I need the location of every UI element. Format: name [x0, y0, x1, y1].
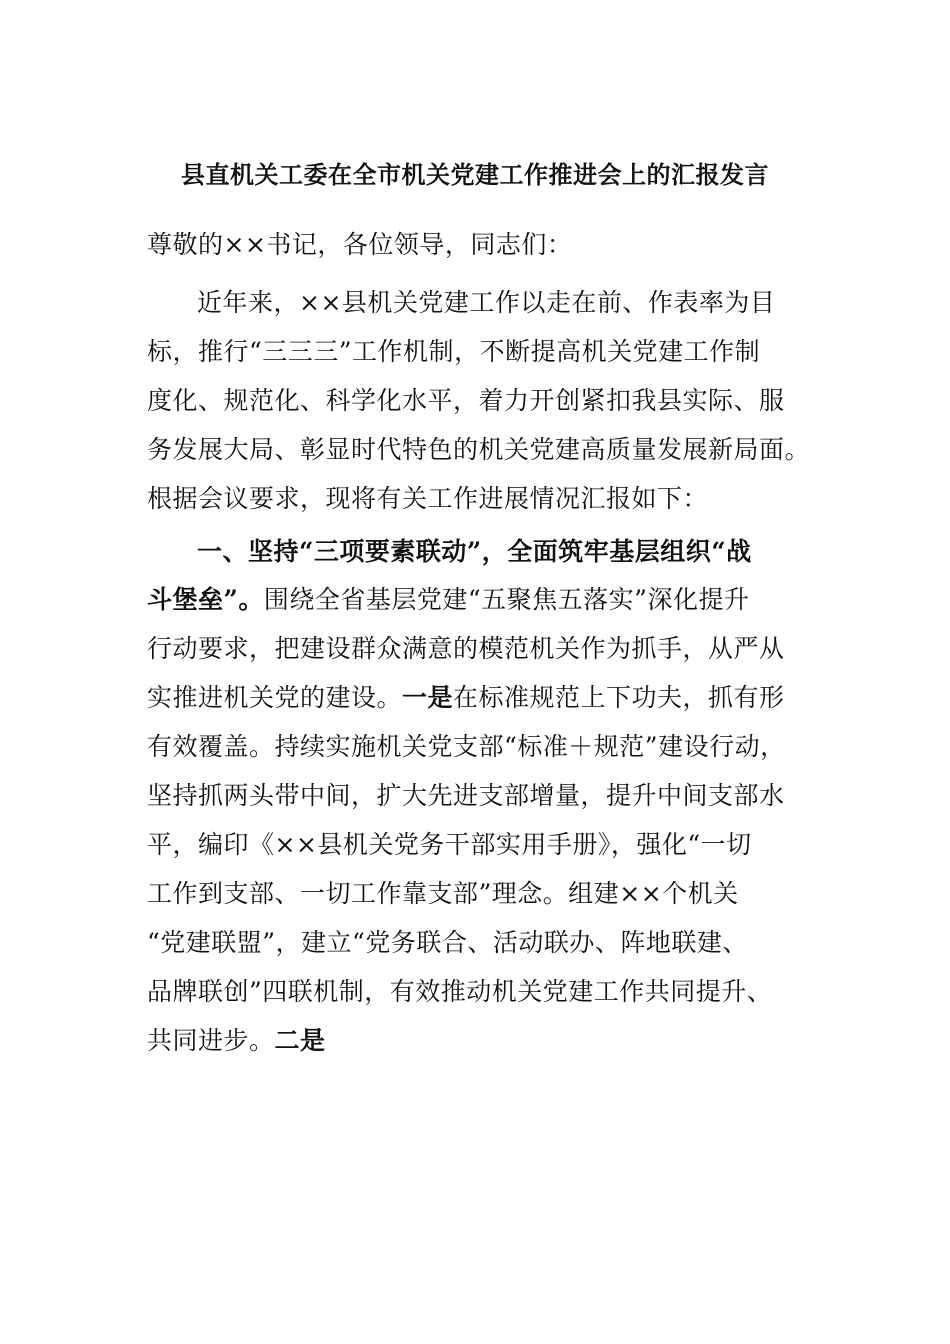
document-title: 县直机关工委在全市机关党建工作推进会上的汇报发言	[181, 160, 769, 189]
intro-line-2: 标，推行“三三三”工作机制，不断提高机关党建工作制	[147, 337, 761, 366]
section1-line-9: “党建联盟”，建立“党务联合、活动联办、阵地联建、	[147, 928, 748, 957]
section1-line-5: 有效覆盖。持续实施机关党支部“标准＋规范”建设行动，	[147, 732, 786, 761]
section1-line-7: 平，编印《××县机关党务干部实用手册》，强化“一切	[147, 830, 752, 859]
section1-point-two: 二是	[274, 1026, 326, 1055]
section1-line-11-a: 共同进步。	[147, 1026, 275, 1055]
section1-line-8: 工作到支部、一切工作靠支部”理念。组建××个机关	[147, 879, 739, 908]
section1-line-4-a: 实推进机关党的建设。	[147, 683, 403, 712]
section1-line-2	[147, 580, 749, 620]
section1-point-one: 一是	[402, 683, 454, 712]
section1-heading: 一、坚持“三项要素联动”，全面筑牢基层组织“战	[197, 537, 752, 566]
section1-line-6: 坚持抓两头带中间，扩大先进支部增量，提升中间支部水	[147, 781, 785, 810]
section1-line-4-b: 在标准规范上下功夫，抓有形	[453, 683, 785, 712]
intro-line-4: 务发展大局、彰显时代特色的机关党建高质量发展新局面。	[147, 435, 811, 464]
salutation: 尊敬的××书记，各位领导，同志们：	[147, 230, 573, 259]
intro-line-3: 度化、规范化、科学化水平，着力开创紧扣我县实际、服	[147, 386, 785, 415]
section1-line-11	[147, 1021, 326, 1061]
section1-line-3: 行动要求，把建设群众满意的模范机关作为抓手，从严从	[147, 634, 785, 663]
section1-line-10: 品牌联创”四联机制，有效推动机关党建工作共同提升、	[147, 977, 773, 1006]
section1-line-4	[147, 678, 785, 718]
intro-line-5: 根据会议要求，现将有关工作进展情况汇报如下：	[147, 484, 709, 513]
intro-line-1: 近年来，××县机关党建工作以走在前、作表率为目	[197, 288, 776, 317]
section1-line-2-text: 围绕全省基层党建“五聚焦五落实”深化提升	[263, 585, 750, 614]
section1-heading-end: 斗堡垒”。	[147, 585, 264, 614]
